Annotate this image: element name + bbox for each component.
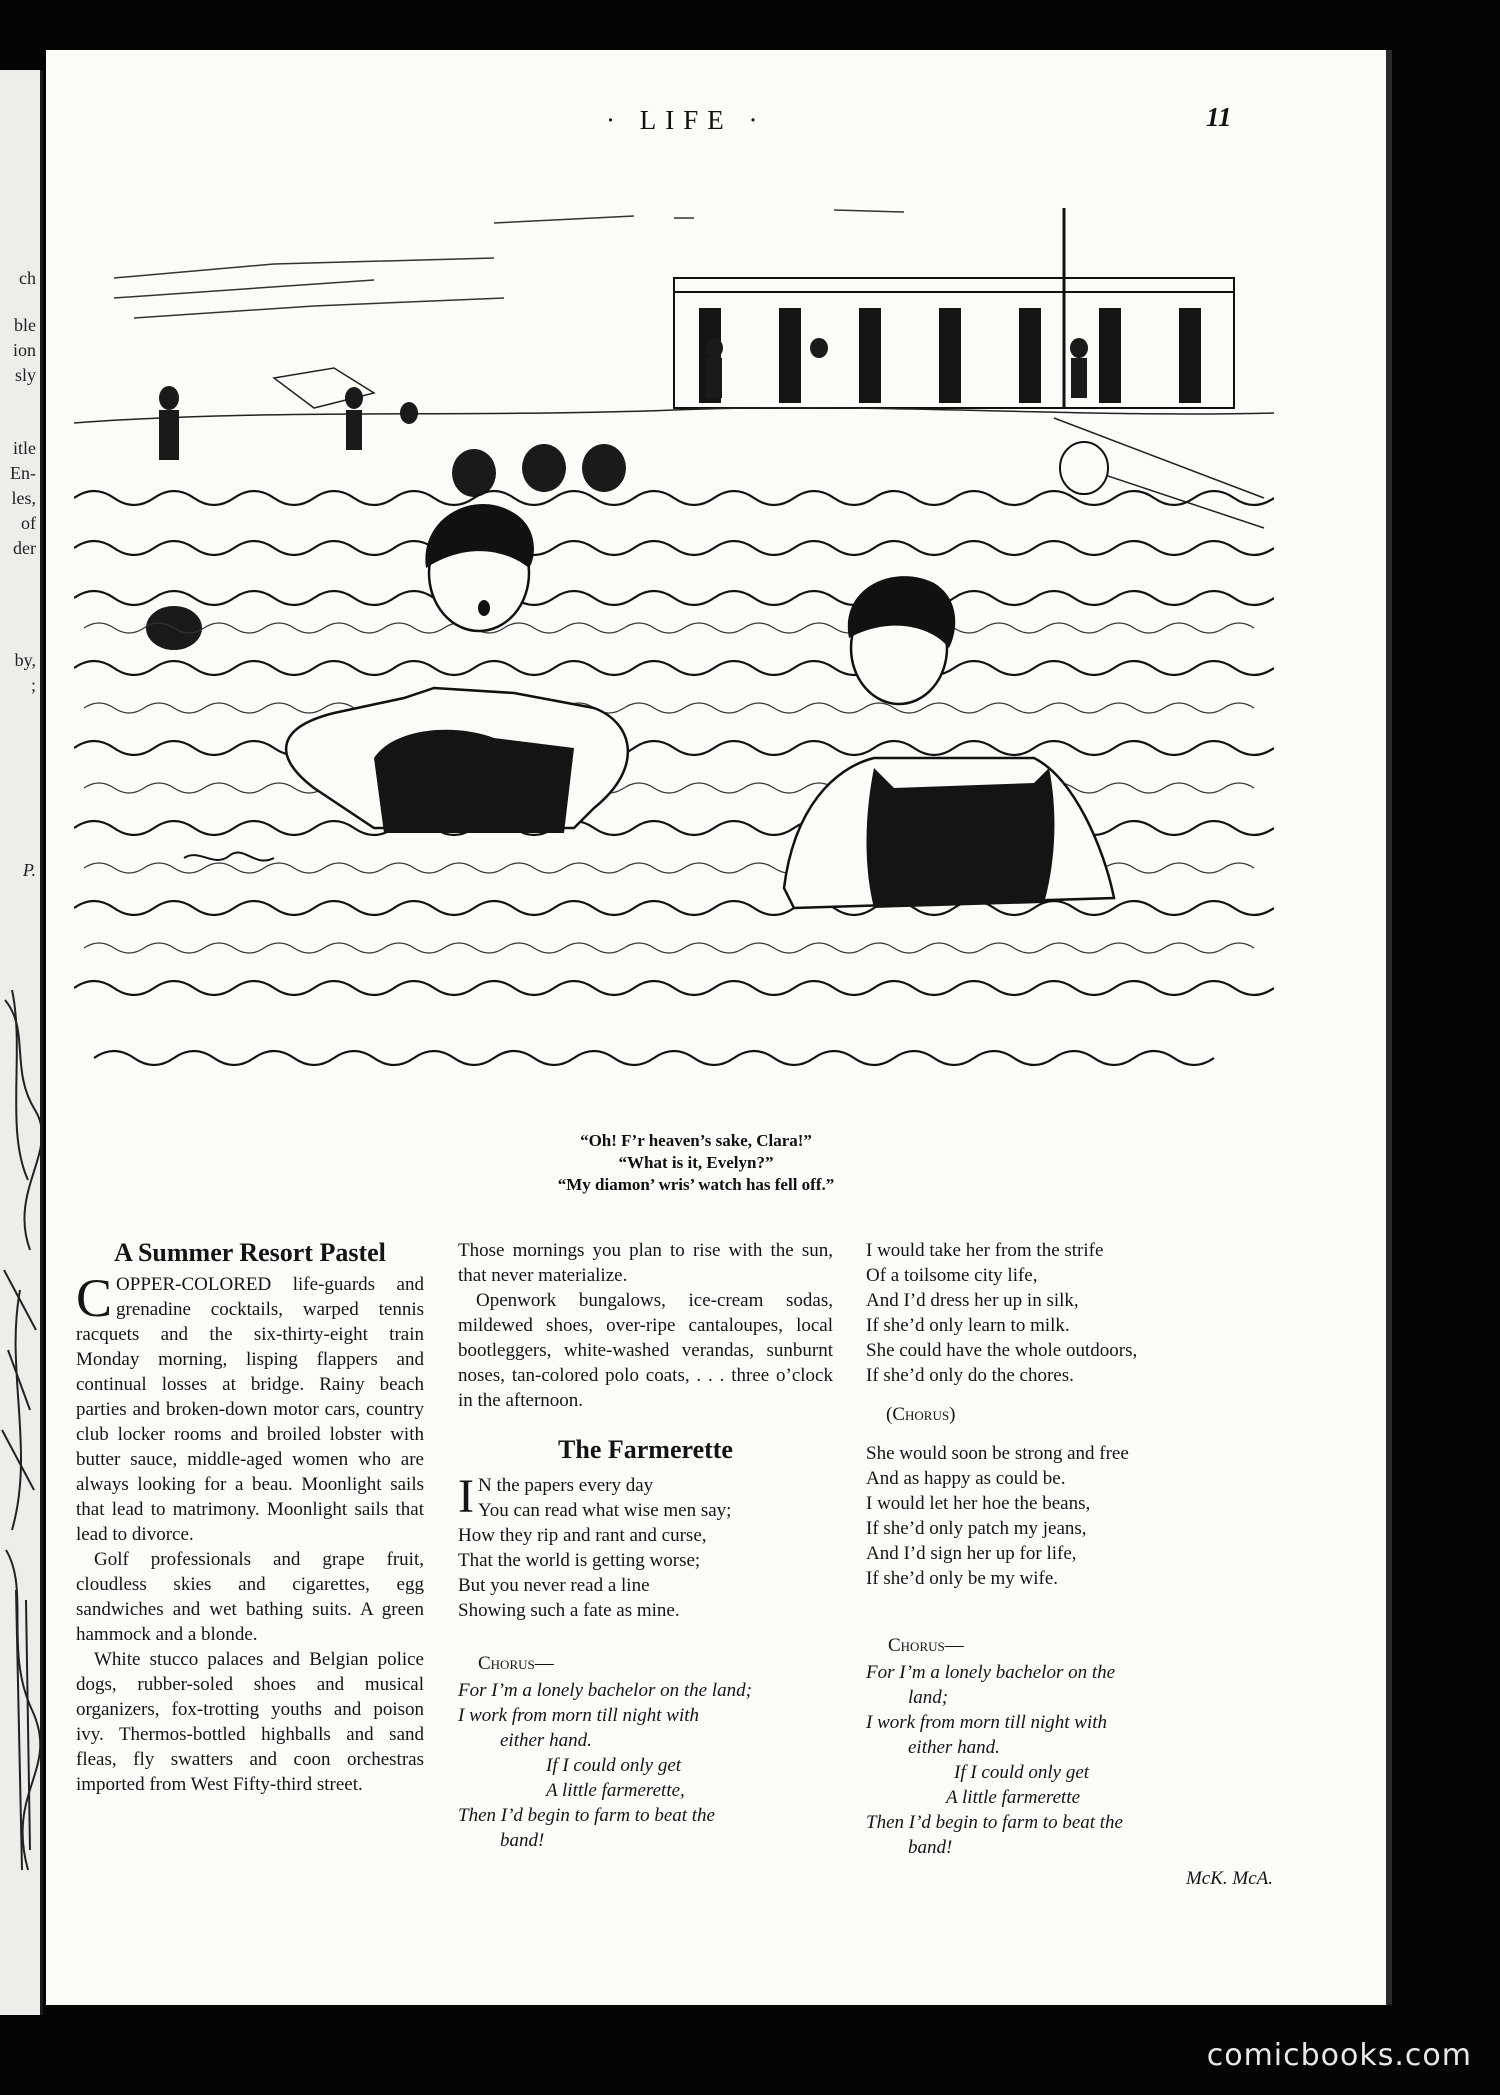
prev-page-illustration xyxy=(0,990,40,1890)
column-1 xyxy=(76,1238,424,1797)
caption-line: “Oh! F’r heaven’s sake, Clara!” xyxy=(580,1131,812,1150)
verse-line: If she’d only do the chores. xyxy=(866,1365,1074,1386)
article-paragraph: Openwork bungalows, ice-cream sodas, mildewed shoes, over-ripe cantaloupes, local bootleggers, white-washed verandas, sunburnt noses, tan-colored polo coats, . . . three o’clock in the afternoon. xyxy=(458,1290,833,1411)
verse-line: You can read what wise men say; xyxy=(477,1500,732,1521)
beach-bathers-cartoon-icon xyxy=(74,168,1274,1113)
previous-page-edge xyxy=(0,70,43,2015)
verse-line: Of a toilsome city life, xyxy=(866,1265,1038,1286)
chorus-line: If I could only get xyxy=(954,1762,1090,1783)
prev-page-fragment: les, xyxy=(11,488,36,508)
chorus-line: If I could only get xyxy=(546,1755,682,1776)
verse-line: How they rip and rant and curse, xyxy=(458,1525,707,1546)
prev-page-fragment: En- xyxy=(10,463,36,483)
magazine-page xyxy=(46,50,1392,2005)
watermark: comicbooks.com xyxy=(1206,2038,1472,2073)
article-paragraph: Those mornings you plan to rise with the sun, that never materialize. xyxy=(458,1240,833,1286)
verse-line: Showing such a fate as mine. xyxy=(458,1600,680,1621)
article-paragraph: Golf professionals and grape fruit, cloudless skies and cigarettes, egg sandwiches and wet bathing suits. A green hammock and a blonde. xyxy=(76,1549,424,1645)
column-3 xyxy=(866,1238,1291,1891)
chorus-line: I work from morn till night with xyxy=(866,1712,1108,1733)
verse-line: She could have the whole outdoors, xyxy=(866,1340,1138,1361)
prev-page-fragment: of xyxy=(21,513,36,533)
drop-cap: C xyxy=(76,1268,113,1328)
page-number: 11 xyxy=(1206,102,1232,132)
prev-page-fragment: itle xyxy=(13,438,36,458)
chorus-line: For I’m a lonely bachelor on the xyxy=(866,1662,1116,1683)
prev-page-fragment: ch xyxy=(19,268,36,288)
verse-line: That the world is getting worse; xyxy=(458,1550,701,1571)
chorus-label: Chorus— xyxy=(888,1635,964,1656)
chorus-line: band! xyxy=(500,1830,545,1851)
article-paragraph: White stucco palaces and Belgian police dogs, rubber-soled shoes and musical organizers, fox-trotting youths and poison ivy. Thermos-bottled highballs and sand fleas, fly swatters and coon orchestras imported from West Fifty-third street. xyxy=(76,1649,424,1795)
verse-line: And as happy as could be. xyxy=(866,1468,1066,1489)
chorus-line: either hand. xyxy=(500,1730,592,1751)
verse-line: But you never read a line xyxy=(458,1575,650,1596)
author-signature: McK. McA. xyxy=(1185,1868,1273,1889)
verse-line: N the papers every day xyxy=(477,1475,654,1496)
chorus-label: Chorus— xyxy=(478,1653,554,1674)
prev-page-fragment: sly xyxy=(14,365,36,385)
poem-stanza-3 xyxy=(866,1441,1291,1591)
verse-line: I would let her hoe the beans, xyxy=(866,1493,1091,1514)
poem-stanza-1 xyxy=(458,1470,833,1623)
chorus-line: band! xyxy=(908,1837,953,1858)
chorus-line: I work from morn till night with xyxy=(458,1705,700,1726)
chorus-line: land; xyxy=(908,1687,949,1708)
drop-cap: I xyxy=(458,1470,474,1523)
chorus-line: A little farmerette, xyxy=(546,1780,685,1801)
chorus-line: For I’m a lonely bachelor on the land; xyxy=(458,1680,752,1701)
prev-page-fragment: P. xyxy=(22,860,36,880)
verse-line: And I’d sign her up for life, xyxy=(866,1543,1077,1564)
prev-page-fragment: ; xyxy=(30,675,36,695)
chorus xyxy=(458,1678,833,1853)
chorus-line: Then I’d begin to farm to beat the xyxy=(458,1805,715,1826)
poem-stanza-2 xyxy=(866,1238,1291,1388)
verse-line: If she’d only be my wife. xyxy=(866,1568,1059,1589)
prev-page-fragment: ble xyxy=(14,315,36,335)
article-title-summer-resort: A Summer Resort Pastel xyxy=(114,1238,386,1267)
caption-line: “My diamon’ wris’ watch has fell off.” xyxy=(557,1175,835,1194)
prev-page-fragment: ion xyxy=(12,340,36,360)
chorus xyxy=(866,1660,1291,1860)
verse-line: If she’d only patch my jeans, xyxy=(866,1518,1087,1539)
chorus-line: either hand. xyxy=(908,1737,1000,1758)
article-title-farmerette: The Farmerette xyxy=(558,1435,733,1464)
verse-line: If she’d only learn to milk. xyxy=(866,1315,1070,1336)
prev-page-fragment: by, xyxy=(14,650,36,670)
verse-line: She would soon be strong and free xyxy=(866,1443,1129,1464)
running-head: · LIFE · xyxy=(606,105,767,135)
paragraph-text: OPPER-COLORED life-guards and grenadine cocktails, warped tennis racquets and the six-thirty-eight train Monday morning, lisping flappers and continual losses at bridge. Rainy beach parties and broken-down motor cars, country club locker rooms and broiled lobster with butter sauce, middle-aged women who are always looking for a beau. Moonlight sails that lead to matrimony. Moonlight sails that lead to divorce. xyxy=(76,1274,424,1545)
chorus-line: A little farmerette xyxy=(946,1787,1081,1808)
cartoon-caption xyxy=(346,1130,1046,1196)
article-paragraph xyxy=(76,1268,424,1547)
chorus-reference: (Chorus) xyxy=(886,1404,956,1425)
caption-line: “What is it, Evelyn?” xyxy=(618,1153,774,1172)
prev-page-fragment: der xyxy=(13,538,36,558)
column-2 xyxy=(458,1238,833,1853)
verse-line: I would take her from the strife xyxy=(866,1240,1104,1261)
verse-line: And I’d dress her up in silk, xyxy=(866,1290,1079,1311)
chorus-line: Then I’d begin to farm to beat the xyxy=(866,1812,1123,1833)
